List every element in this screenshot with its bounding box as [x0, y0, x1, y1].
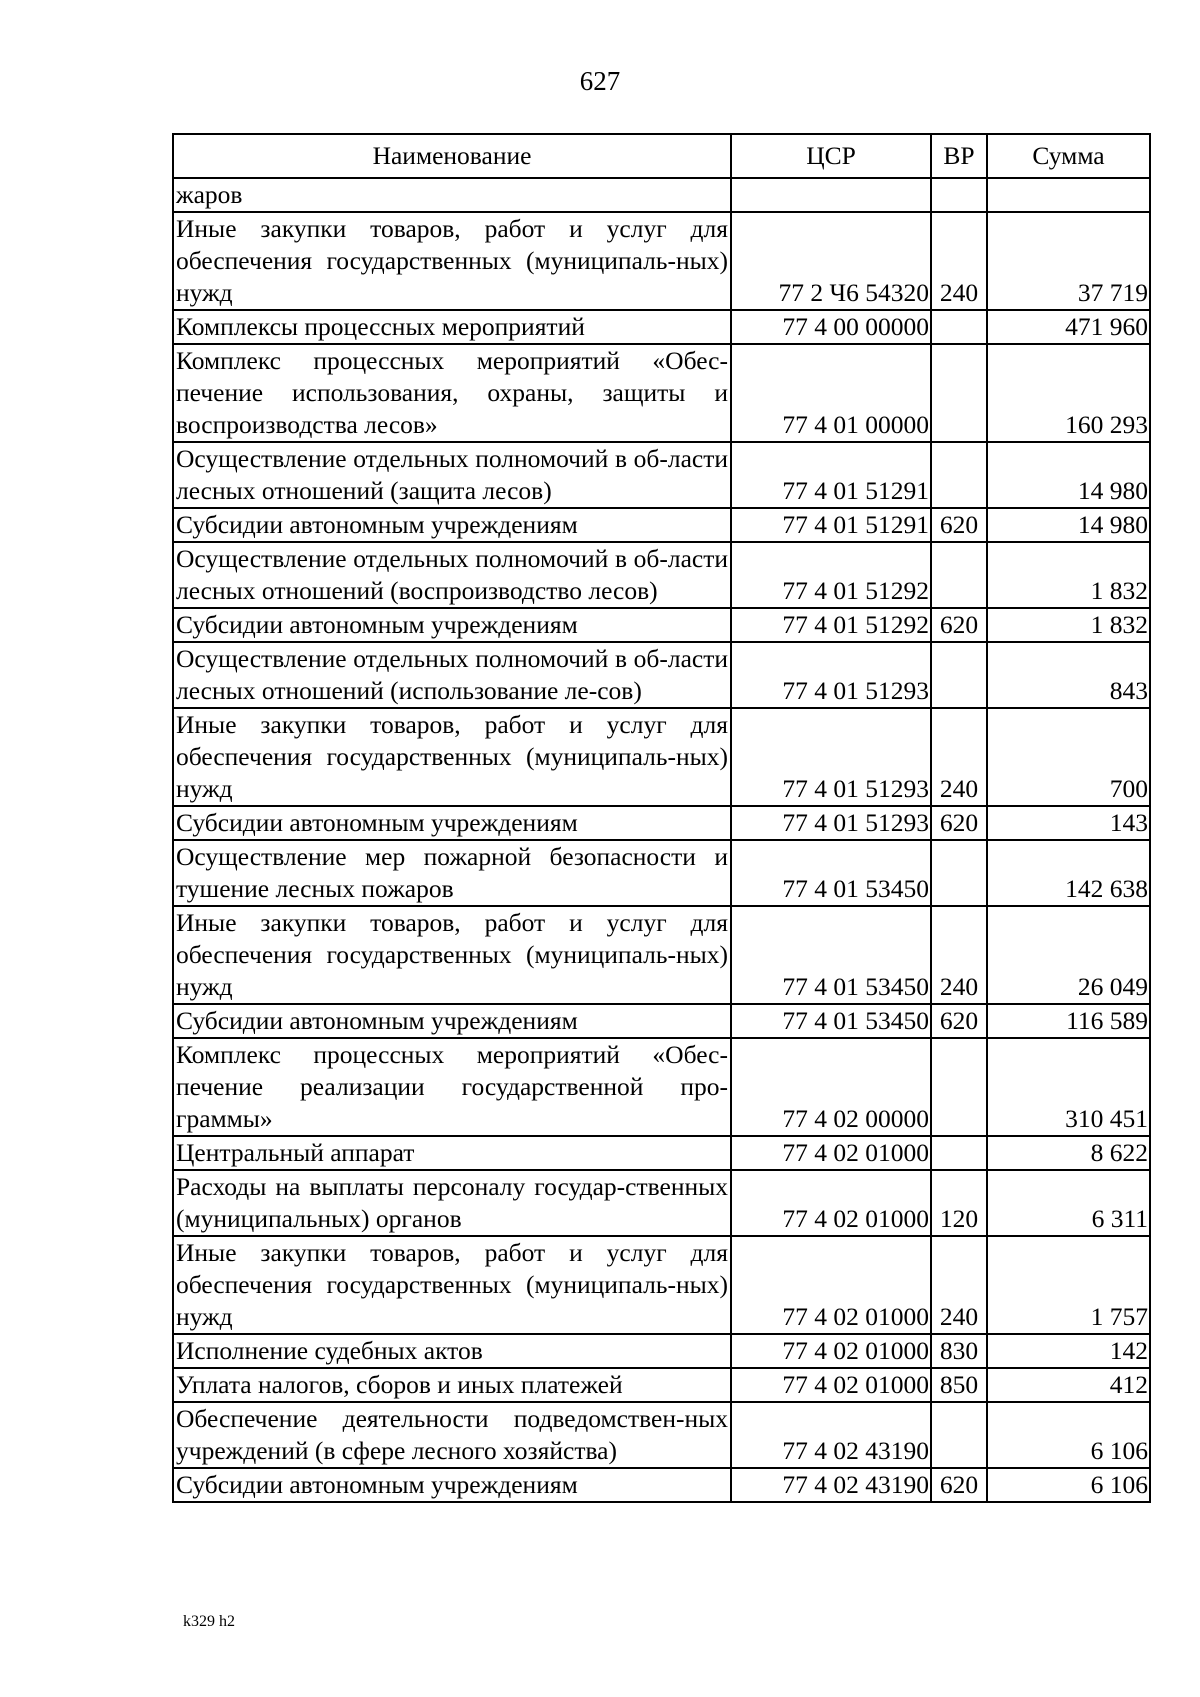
row-name-cell: Субсидии автономным учреждениям [173, 608, 731, 642]
row-vr-cell: 620 [931, 1004, 987, 1038]
table-row [173, 1136, 1150, 1170]
footer-code: k329 h2 [183, 1613, 235, 1630]
row-vr-cell: 620 [931, 608, 987, 642]
row-csr-cell: 77 4 01 53450 [731, 1004, 931, 1038]
table-row [173, 642, 1150, 708]
row-sum-cell: 8 622 [987, 1136, 1150, 1170]
row-vr-cell: 240 [931, 1236, 987, 1334]
row-name-cell: Осуществление отдельных полномочий в об-ласти лесных отношений (использование ле-сов) [173, 642, 731, 708]
row-name-cell: Субсидии автономным учреждениям [173, 1468, 731, 1502]
row-csr-cell: 77 4 01 00000 [731, 344, 931, 442]
row-sum-cell: 843 [987, 642, 1150, 708]
header-sum: Сумма [987, 134, 1150, 178]
row-name-cell: Осуществление отдельных полномочий в об-ласти лесных отношений (воспроизводство лесов) [173, 542, 731, 608]
row-name-cell: Иные закупки товаров, работ и услуг для обеспечения государственных (муниципаль-ных) нужд [173, 212, 731, 310]
row-name-cell: Иные закупки товаров, работ и услуг для обеспечения государственных (муниципаль-ных) нужд [173, 1236, 731, 1334]
row-sum-cell: 6 106 [987, 1468, 1150, 1502]
row-name-cell: Иные закупки товаров, работ и услуг для обеспечения государственных (муниципаль-ных) нужд [173, 906, 731, 1004]
table-row [173, 840, 1150, 906]
row-vr-cell: 120 [931, 1170, 987, 1236]
row-csr-cell: 77 4 02 43190 [731, 1468, 931, 1502]
row-name-cell: Обеспечение деятельности подведомствен-ных учреждений (в сфере лесного хозяйства) [173, 1402, 731, 1468]
row-vr-cell: 240 [931, 906, 987, 1004]
row-sum-cell: 143 [987, 806, 1150, 840]
row-sum-cell: 142 638 [987, 840, 1150, 906]
row-name-cell: Субсидии автономным учреждениям [173, 806, 731, 840]
row-name-cell: Субсидии автономным учреждениям [173, 1004, 731, 1038]
header-csr: ЦСР [731, 134, 931, 178]
row-csr-cell: 77 4 01 53450 [731, 840, 931, 906]
row-sum-cell: 6 311 [987, 1170, 1150, 1236]
row-name-cell: Иные закупки товаров, работ и услуг для обеспечения государственных (муниципаль-ных) нужд [173, 708, 731, 806]
row-vr-cell [931, 1038, 987, 1136]
row-sum-cell: 14 980 [987, 442, 1150, 508]
row-name-cell: Комплексы процессных мероприятий [173, 310, 731, 344]
table-row [173, 1368, 1150, 1402]
table-row [173, 1468, 1150, 1502]
table-header-row [173, 134, 1150, 178]
row-name-cell: Центральный аппарат [173, 1136, 731, 1170]
row-sum-cell: 471 960 [987, 310, 1150, 344]
row-vr-cell [931, 344, 987, 442]
table-row [173, 442, 1150, 508]
row-csr-cell: 77 4 01 51291 [731, 442, 931, 508]
row-sum-cell: 1 757 [987, 1236, 1150, 1334]
table-row [173, 1334, 1150, 1368]
header-name: Наименование [173, 134, 731, 178]
table-row [173, 344, 1150, 442]
table-row [173, 1170, 1150, 1236]
row-vr-cell: 240 [931, 212, 987, 310]
row-sum-cell: 116 589 [987, 1004, 1150, 1038]
row-sum-cell: 26 049 [987, 906, 1150, 1004]
row-csr-cell: 77 4 02 01000 [731, 1136, 931, 1170]
table-row [173, 906, 1150, 1004]
row-csr-cell: 77 4 02 43190 [731, 1402, 931, 1468]
budget-table [172, 133, 1151, 1503]
row-csr-cell [731, 178, 931, 212]
row-sum-cell: 142 [987, 1334, 1150, 1368]
row-sum-cell: 310 451 [987, 1038, 1150, 1136]
row-name-cell: жаров [173, 178, 731, 212]
row-csr-cell: 77 4 01 51292 [731, 608, 931, 642]
row-vr-cell: 850 [931, 1368, 987, 1402]
row-csr-cell: 77 4 01 51291 [731, 508, 931, 542]
row-sum-cell: 37 719 [987, 212, 1150, 310]
row-csr-cell: 77 4 02 01000 [731, 1368, 931, 1402]
table-row [173, 508, 1150, 542]
row-name-cell: Комплекс процессных мероприятий «Обес-печение реализации государственной про-граммы» [173, 1038, 731, 1136]
row-vr-cell: 830 [931, 1334, 987, 1368]
row-csr-cell: 77 2 Ч6 54320 [731, 212, 931, 310]
table-row [173, 212, 1150, 310]
row-csr-cell: 77 4 02 01000 [731, 1334, 931, 1368]
row-csr-cell: 77 4 02 01000 [731, 1170, 931, 1236]
row-sum-cell: 160 293 [987, 344, 1150, 442]
table-row [173, 1004, 1150, 1038]
row-csr-cell: 77 4 00 00000 [731, 310, 931, 344]
table-row [173, 608, 1150, 642]
row-sum-cell: 412 [987, 1368, 1150, 1402]
row-name-cell: Комплекс процессных мероприятий «Обес-печение использования, охраны, защиты и воспроизводства лесов» [173, 344, 731, 442]
row-csr-cell: 77 4 01 53450 [731, 906, 931, 1004]
row-vr-cell [931, 840, 987, 906]
table-row [173, 806, 1150, 840]
page-number: 627 [579, 66, 621, 96]
row-sum-cell: 6 106 [987, 1402, 1150, 1468]
row-vr-cell [931, 642, 987, 708]
table-row [173, 542, 1150, 608]
row-name-cell: Осуществление мер пожарной безопасности и тушение лесных пожаров [173, 840, 731, 906]
header-vr: ВР [931, 134, 987, 178]
row-vr-cell: 240 [931, 708, 987, 806]
row-vr-cell [931, 310, 987, 344]
row-csr-cell: 77 4 01 51293 [731, 708, 931, 806]
row-sum-cell [987, 178, 1150, 212]
row-sum-cell: 1 832 [987, 608, 1150, 642]
row-vr-cell [931, 1136, 987, 1170]
row-sum-cell: 1 832 [987, 542, 1150, 608]
row-vr-cell [931, 1402, 987, 1468]
row-csr-cell: 77 4 01 51292 [731, 542, 931, 608]
row-csr-cell: 77 4 02 01000 [731, 1236, 931, 1334]
table-body [173, 178, 1150, 1502]
row-vr-cell: 620 [931, 1468, 987, 1502]
table-row [173, 1402, 1150, 1468]
row-name-cell: Уплата налогов, сборов и иных платежей [173, 1368, 731, 1402]
row-name-cell: Исполнение судебных актов [173, 1334, 731, 1368]
table-row [173, 708, 1150, 806]
row-csr-cell: 77 4 01 51293 [731, 642, 931, 708]
row-sum-cell: 700 [987, 708, 1150, 806]
row-vr-cell: 620 [931, 806, 987, 840]
row-vr-cell: 620 [931, 508, 987, 542]
row-sum-cell: 14 980 [987, 508, 1150, 542]
row-csr-cell: 77 4 02 00000 [731, 1038, 931, 1136]
row-name-cell: Осуществление отдельных полномочий в об-ласти лесных отношений (защита лесов) [173, 442, 731, 508]
table-row [173, 310, 1150, 344]
row-name-cell: Субсидии автономным учреждениям [173, 508, 731, 542]
row-vr-cell [931, 542, 987, 608]
row-csr-cell: 77 4 01 51293 [731, 806, 931, 840]
table-row [173, 1236, 1150, 1334]
row-vr-cell [931, 178, 987, 212]
table-row [173, 1038, 1150, 1136]
row-name-cell: Расходы на выплаты персоналу государ-ственных (муниципальных) органов [173, 1170, 731, 1236]
row-vr-cell [931, 442, 987, 508]
table-row [173, 178, 1150, 212]
